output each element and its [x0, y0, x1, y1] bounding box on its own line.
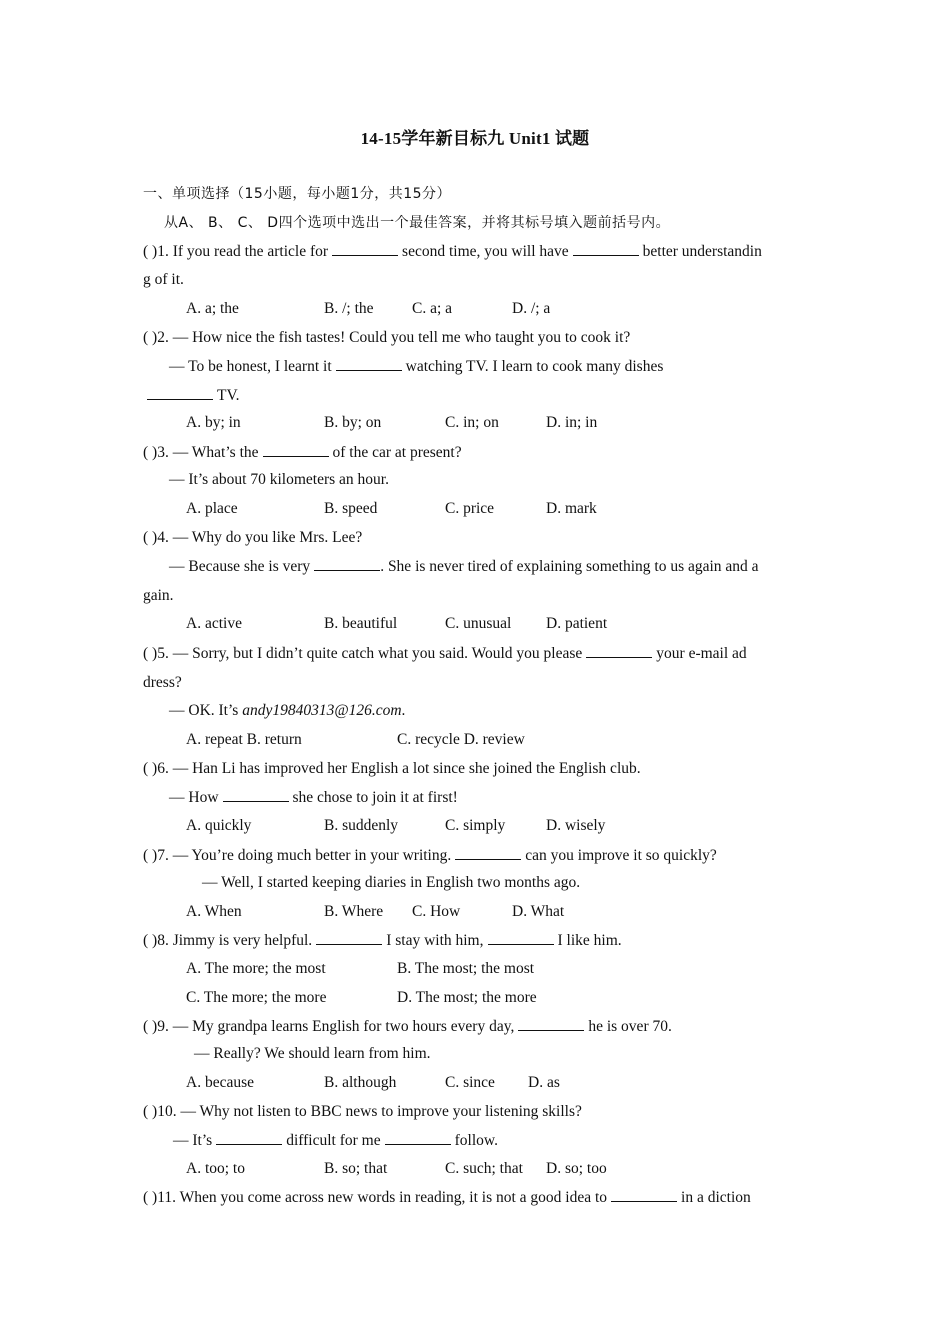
option-c: C. since [445, 1074, 495, 1091]
q4-text-a: — Because she is very [169, 558, 311, 575]
option-c: C. price [445, 500, 495, 517]
q9-text-b: he is over 70. [588, 1018, 672, 1035]
q5-text-b: your e-mail ad [656, 645, 747, 662]
q3-text-b: of the car at present? [332, 444, 462, 461]
q1-text-a: ( )1. If you read the article for [143, 243, 329, 260]
question-3-line-2: — It’s about 70 kilometers an hour. [169, 471, 389, 488]
section-instruction: 从A、 B、 C、 D四个选项中选出一个最佳答案，并将其标号填入题前括号内。 [164, 215, 671, 231]
q8-text-b: I stay with him, [386, 932, 484, 949]
q5-text-c: — OK. It’s [169, 702, 239, 719]
question-7-line-2: — Well, I started keeping diaries in English two months ago. [202, 874, 581, 891]
answer-blank [216, 1130, 282, 1145]
q8-text-c: I like him. [557, 932, 622, 949]
answer-blank [147, 385, 213, 400]
question-6-line-2 [169, 787, 458, 808]
q11-text-a: ( )11. When you come across new words in reading, it is not a good idea to [143, 1189, 608, 1206]
question-10-line-2 [173, 1130, 498, 1151]
option-d: D. patient [546, 615, 608, 632]
question-7-line-1 [143, 845, 717, 866]
option-b: B. The most; the most [397, 960, 535, 977]
answer-blank [488, 930, 554, 945]
answer-blank [316, 930, 382, 945]
option-a: A. by; in [186, 414, 241, 431]
answer-blank [314, 556, 380, 571]
option-c: C. a; a [412, 300, 453, 317]
option-c: C. in; on [445, 414, 499, 431]
q5-text-a: ( )5. — Sorry, but I didn’t quite catch what you said. Would you please [143, 645, 583, 662]
q6-text-a: — How [169, 789, 219, 806]
answer-blank [332, 241, 398, 256]
question-1-line-2: g of it. [143, 271, 184, 288]
q10-text-b: difficult for me [286, 1132, 381, 1149]
option-a: A. place [186, 500, 238, 517]
question-3-line-1 [143, 442, 462, 463]
question-10-line-1: ( )10. — Why not listen to BBC news to improve your listening skills? [143, 1103, 582, 1120]
q3-text-a: ( )3. — What’s the [143, 444, 259, 461]
question-2-line-3 [143, 385, 240, 406]
option-d: D. /; a [512, 300, 551, 317]
answer-blank [611, 1187, 677, 1202]
option-c: C. How [412, 903, 461, 920]
q9-text-a: ( )9. — My grandpa learns English for two hours every day, [143, 1018, 515, 1035]
option-b: B. by; on [324, 414, 382, 431]
option-d: D. wisely [546, 817, 606, 834]
question-2-line-1: ( )2. — How nice the fish tastes! Could you tell me who taught you to cook it? [143, 329, 631, 346]
option-b: B. Where [324, 903, 384, 920]
q1-text-c: better understandin [642, 243, 762, 260]
answer-blank [223, 787, 289, 802]
option-b: B. /; the [324, 300, 374, 317]
question-4-line-3: gain. [143, 587, 174, 604]
page-title: 14-15学年新目标九 Unit1 试题 [360, 129, 590, 148]
q6-text-b: she chose to join it at first! [292, 789, 458, 806]
question-4-line-1: ( )4. — Why do you like Mrs. Lee? [143, 529, 363, 546]
q4-text-b: . She is never tired of explaining something to us again and a [380, 558, 759, 575]
option-d: D. so; too [546, 1160, 607, 1177]
q10-text-c: follow. [454, 1132, 498, 1149]
option-d: D. mark [546, 500, 597, 517]
option-d: D. as [528, 1074, 560, 1091]
question-5-line-1 [143, 643, 747, 664]
option-c: C. The more; the more [186, 989, 327, 1006]
q7-text-b: can you improve it so quickly? [525, 847, 717, 864]
option-a: A. too; to [186, 1160, 245, 1177]
answer-blank [263, 442, 329, 457]
option-c: C. unusual [445, 615, 512, 632]
option-d: D. The most; the more [397, 989, 537, 1006]
option-d: D. What [512, 903, 565, 920]
q11-text-b: in a diction [681, 1189, 751, 1206]
question-5-line-2: dress? [143, 674, 182, 691]
question-9-line-2: — Really? We should learn from him. [194, 1045, 431, 1062]
section-heading: 一、单项选择（15小题，每小题1分，共15分） [143, 186, 452, 202]
option-a: A. active [186, 615, 242, 632]
q8-text-a: ( )8. Jimmy is very helpful. [143, 932, 313, 949]
answer-blank [385, 1130, 451, 1145]
question-8-line-1 [143, 930, 622, 951]
q2-text-b: watching TV. I learn to cook many dishes [405, 358, 664, 375]
option-a-b: A. repeat B. return [186, 731, 302, 748]
email-address: andy19840313@126.com [242, 702, 402, 719]
option-c-d: C. recycle D. review [397, 731, 525, 748]
q7-text-a: ( )7. — You’re doing much better in your writing. [143, 847, 452, 864]
option-a: A. quickly [186, 817, 252, 834]
option-b: B. beautiful [324, 615, 398, 632]
option-c: C. simply [445, 817, 506, 834]
q2-text-c: TV. [217, 387, 240, 404]
option-b: B. suddenly [324, 817, 399, 834]
question-5-line-3 [169, 701, 405, 721]
option-c: C. such; that [445, 1160, 523, 1177]
option-a: A. because [186, 1074, 254, 1091]
option-a: A. When [186, 903, 242, 920]
option-d: D. in; in [546, 414, 598, 431]
question-2-line-2 [169, 356, 663, 377]
option-a: A. The more; the most [186, 960, 326, 977]
question-9-line-1 [143, 1016, 672, 1037]
option-a: A. a; the [186, 300, 239, 317]
option-b: B. so; that [324, 1160, 388, 1177]
answer-blank [455, 845, 521, 860]
q2-text-a: — To be honest, I learnt it [169, 358, 332, 375]
q10-text-a: — It’s [173, 1132, 213, 1149]
q1-text-b: second time, you will have [402, 243, 569, 260]
option-b: B. although [324, 1074, 397, 1091]
answer-blank [518, 1016, 584, 1031]
question-11-line-1 [143, 1187, 751, 1208]
question-1-line-1 [143, 241, 762, 262]
answer-blank [336, 356, 402, 371]
option-b: B. speed [324, 500, 378, 517]
answer-blank [586, 643, 652, 658]
q5-text-d: . [401, 702, 406, 719]
question-6-line-1: ( )6. — Han Li has improved her English a lot since she joined the English club. [143, 760, 641, 777]
question-4-line-2 [169, 556, 759, 577]
answer-blank [573, 241, 639, 256]
